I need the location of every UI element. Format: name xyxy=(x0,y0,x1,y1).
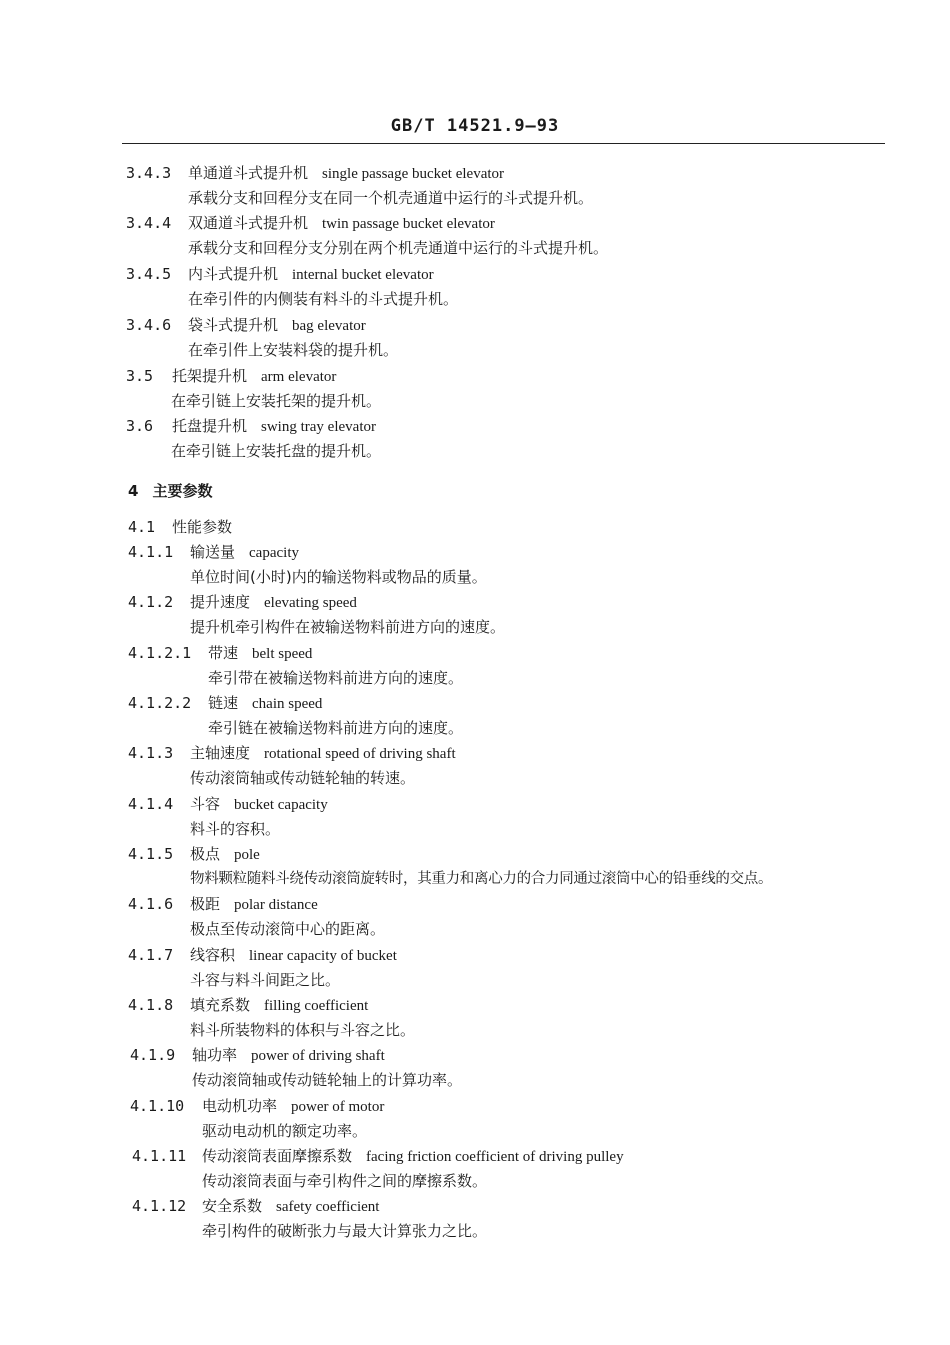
entry-number: 3.5 xyxy=(126,367,154,385)
term-zh: 双通道斗式提升机 xyxy=(188,214,309,232)
definition: 传动滚筒表面与牵引构件之间的摩擦系数。 xyxy=(202,1172,488,1190)
term-zh: 袋斗式提升机 xyxy=(188,316,279,334)
term-en: twin passage bucket elevator xyxy=(322,216,495,232)
entry-number: 4.1.4 xyxy=(128,795,174,813)
term-en: polar distance xyxy=(234,897,318,913)
definition: 料斗的容积。 xyxy=(190,820,281,838)
term-zh: 主轴速度 xyxy=(190,744,251,762)
entry-4-1-2-2 xyxy=(128,693,322,714)
entry-number: 3.4.4 xyxy=(126,214,172,232)
entry-number: 4.1.1 xyxy=(128,543,174,561)
definition: 传动滚筒轴或传动链轮轴的转速。 xyxy=(190,769,416,787)
definition: 单位时间(小时)内的输送物料或物品的质量。 xyxy=(190,568,487,586)
entry-number: 4.1.8 xyxy=(128,996,174,1014)
entry-4-1-2-1 xyxy=(128,643,312,664)
entry-number: 4.1.9 xyxy=(130,1046,176,1064)
definition: 承载分支和回程分支分别在两个机壳通道中运行的斗式提升机。 xyxy=(188,239,609,257)
entry-number: 4.1.3 xyxy=(128,744,174,762)
term-en: facing friction coefficient of driving pulley xyxy=(366,1149,624,1165)
term-zh: 极点 xyxy=(190,845,221,863)
entry-3-4-3 xyxy=(126,163,504,184)
entry-4-1-9 xyxy=(130,1045,385,1066)
term-en: chain speed xyxy=(252,696,323,712)
entry-4-1-2 xyxy=(128,592,357,613)
definition: 传动滚筒轴或传动链轮轴上的计算功率。 xyxy=(192,1071,463,1089)
term-en: internal bucket elevator xyxy=(292,267,434,283)
entry-4-1-3 xyxy=(128,743,456,764)
term-zh: 轴功率 xyxy=(192,1046,238,1064)
section-number: 4 xyxy=(128,482,139,500)
term-en: bag elevator xyxy=(292,318,366,334)
term-zh: 内斗式提升机 xyxy=(188,265,279,283)
term-en: bucket capacity xyxy=(234,797,328,813)
entry-3-4-5 xyxy=(126,264,434,285)
entry-3-6 xyxy=(126,416,376,437)
header-rule xyxy=(122,143,885,144)
entry-4-1-6 xyxy=(128,894,318,915)
term-zh: 输送量 xyxy=(190,543,236,561)
term-zh: 电动机功率 xyxy=(202,1097,278,1115)
definition: 驱动电动机的额定功率。 xyxy=(202,1122,368,1140)
definition: 在牵引链上安装托盘的提升机。 xyxy=(171,442,382,460)
term-zh: 斗容 xyxy=(190,795,221,813)
entry-number: 3.4.5 xyxy=(126,265,172,283)
definition: 在牵引件上安装料袋的提升机。 xyxy=(188,341,399,359)
term-en: linear capacity of bucket xyxy=(249,948,397,964)
definition: 在牵引件的内侧装有料斗的斗式提升机。 xyxy=(188,290,459,308)
definition: 料斗所装物料的体积与斗容之比。 xyxy=(190,1021,416,1039)
term-zh: 传动滚筒表面摩擦系数 xyxy=(202,1147,353,1165)
entry-number: 4.1.7 xyxy=(128,946,174,964)
entry-4-1-12 xyxy=(132,1196,379,1217)
entry-number: 4.1.2.1 xyxy=(128,644,192,662)
term-zh: 托架提升机 xyxy=(172,367,248,385)
entry-number: 3.4.3 xyxy=(126,164,172,182)
entry-4-1-8 xyxy=(128,995,368,1016)
term-zh: 带速 xyxy=(208,644,239,662)
term-zh: 填充系数 xyxy=(190,996,251,1014)
entry-3-4-4 xyxy=(126,213,495,234)
definition: 牵引构件的破断张力与最大计算张力之比。 xyxy=(202,1222,488,1240)
term-zh: 安全系数 xyxy=(202,1197,263,1215)
term-en: single passage bucket elevator xyxy=(322,166,505,182)
subsection-title: 性能参数 xyxy=(172,518,233,536)
term-en: safety coefficient xyxy=(276,1199,380,1215)
term-en: filling coefficient xyxy=(264,998,369,1014)
subsection-number: 4.1 xyxy=(128,518,156,536)
entry-3-5 xyxy=(126,366,336,387)
entry-number: 4.1.10 xyxy=(130,1097,185,1115)
entry-4-1-10 xyxy=(130,1096,384,1117)
entry-number: 4.1.2.2 xyxy=(128,694,192,712)
definition: 斗容与料斗间距之比。 xyxy=(190,971,341,989)
entry-4-1-7 xyxy=(128,945,397,966)
definition: 极点至传动滚筒中心的距离。 xyxy=(190,920,386,938)
definition: 在牵引链上安装托架的提升机。 xyxy=(171,392,382,410)
term-zh: 单通道斗式提升机 xyxy=(188,164,309,182)
definition: 承载分支和回程分支在同一个机壳通道中运行的斗式提升机。 xyxy=(188,189,594,207)
term-en: arm elevator xyxy=(261,369,337,385)
subsection-heading xyxy=(128,517,232,537)
definition: 物料颗粒随料斗绕传动滚筒旋转时，其重力和离心力的合力同通过滚筒中心的铅垂线的交点。 xyxy=(190,871,773,887)
term-en: power of motor xyxy=(291,1099,385,1115)
entry-number: 4.1.5 xyxy=(128,845,174,863)
term-en: pole xyxy=(234,847,260,863)
term-zh: 提升速度 xyxy=(190,593,251,611)
term-zh: 线容积 xyxy=(190,946,236,964)
entry-number: 4.1.12 xyxy=(132,1197,187,1215)
term-zh: 托盘提升机 xyxy=(172,417,248,435)
term-zh: 极距 xyxy=(190,895,221,913)
term-en: swing tray elevator xyxy=(261,419,376,435)
entry-4-1-11 xyxy=(132,1146,624,1167)
term-zh: 链速 xyxy=(208,694,239,712)
entry-4-1-1 xyxy=(128,542,299,563)
entry-number: 4.1.2 xyxy=(128,593,174,611)
entry-number: 3.4.6 xyxy=(126,316,172,334)
entry-number: 3.6 xyxy=(126,417,154,435)
definition: 牵引链在被输送物料前进方向的速度。 xyxy=(208,719,464,737)
term-en: belt speed xyxy=(252,646,313,662)
definition: 提升机牵引构件在被输送物料前进方向的速度。 xyxy=(190,618,506,636)
entry-number: 4.1.11 xyxy=(132,1147,187,1165)
entry-number: 4.1.6 xyxy=(128,895,174,913)
definition: 牵引带在被输送物料前进方向的速度。 xyxy=(208,669,464,687)
section-title: 主要参数 xyxy=(152,482,213,500)
term-en: capacity xyxy=(249,545,299,561)
entry-3-4-6 xyxy=(126,315,366,336)
entry-4-1-4 xyxy=(128,794,328,815)
term-en: power of driving shaft xyxy=(251,1048,385,1064)
standard-header: GB/T 14521.9—93 xyxy=(390,116,560,136)
term-en: elevating speed xyxy=(264,595,357,611)
entry-4-1-5 xyxy=(128,844,260,865)
section-heading xyxy=(128,480,212,501)
term-en: rotational speed of driving shaft xyxy=(264,746,456,762)
